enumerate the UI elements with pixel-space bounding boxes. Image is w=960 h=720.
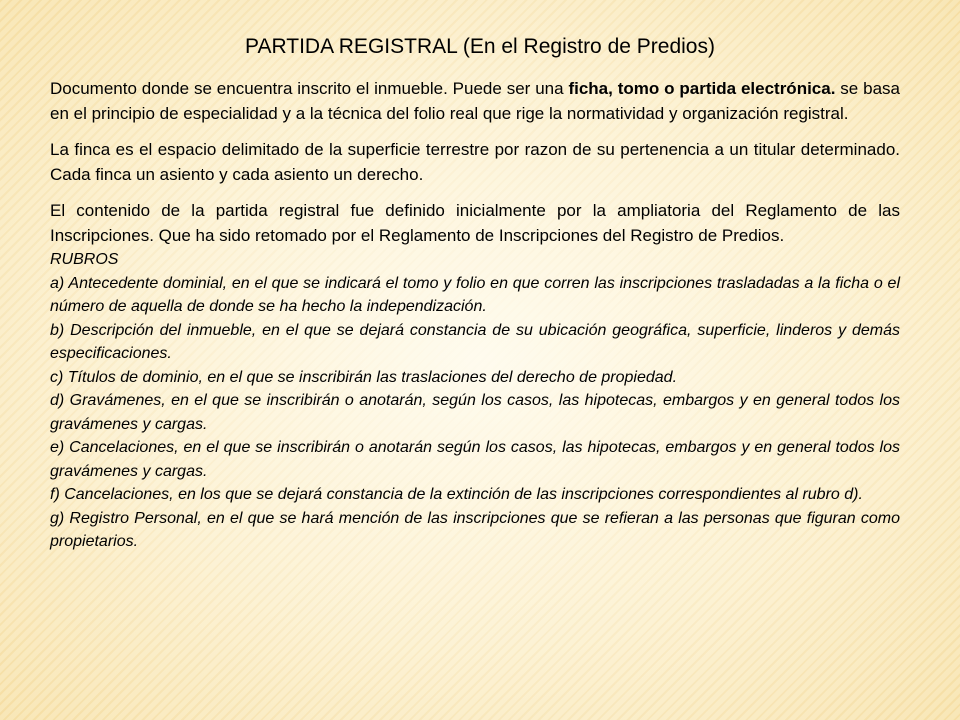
rubro-item-f: f) Cancelaciones, en los que se dejará constancia de la extinción de las inscripciones correspondientes al rubro d). bbox=[50, 486, 863, 503]
paragraph-partida-definition bbox=[50, 76, 900, 126]
paragraph-1-text-before: Documento donde se encuentra inscrito el inmueble. Puede ser una bbox=[50, 79, 569, 98]
slide-title: PARTIDA REGISTRAL (En el Registro de Predios) bbox=[245, 35, 715, 58]
rubro-item-c: c) Títulos de dominio, en el que se inscribirán las traslaciones del derecho de propiedad. bbox=[50, 368, 678, 386]
paragraph-1-bold-text: ficha, tomo o partida electrónica. bbox=[568, 79, 836, 98]
rubro-item-a: a) Antecedente dominial, en el que se indicará el tomo y folio en que corren las inscripciones trasladadas a la ficha o el número de aquella de donde se ha hecho la independización. bbox=[50, 274, 900, 315]
paragraph-1-text-after: se basa en el principio de especialidad y a la técnica del folio real que rige la normatividad y organización registral. bbox=[50, 79, 901, 123]
rubro-item-g: g) Registro Personal, en el que se hará mención de las inscripciones que se refieran a las personas que figuran como propietarios. bbox=[50, 509, 900, 550]
rubros-list bbox=[50, 248, 900, 554]
rubros-heading: RUBROS bbox=[50, 251, 119, 268]
rubro-item-d: d) Gravámenes, en el que se inscribirán o anotarán, según los casos, las hipotecas, embargos y en general todos los gravámenes y cargas. bbox=[50, 392, 900, 433]
paragraph-finca: La finca es el espacio delimitado de la superficie terrestre por razon de su pertenencia a un titular determinado. Cada finca un asiento y cada asiento un derecho. bbox=[50, 140, 900, 184]
rubro-item-e: e) Cancelaciones, en el que se inscribirán o anotarán según los casos, las hipotecas, embargos y en general todos los gravámenes y cargas. bbox=[50, 439, 900, 480]
paragraph-contenido: El contenido de la partida registral fue definido inicialmente por la ampliatoria del Reglamento de las Inscripciones. Que ha sido retomado por el Reglamento de Inscripciones del Registro de Predios. bbox=[50, 201, 900, 245]
slide-content bbox=[50, 76, 900, 554]
rubro-item-b: b) Descripción del inmueble, en el que se dejará constancia de su ubicación geográfica, superficie, linderos y demás especificaciones. bbox=[50, 321, 900, 362]
